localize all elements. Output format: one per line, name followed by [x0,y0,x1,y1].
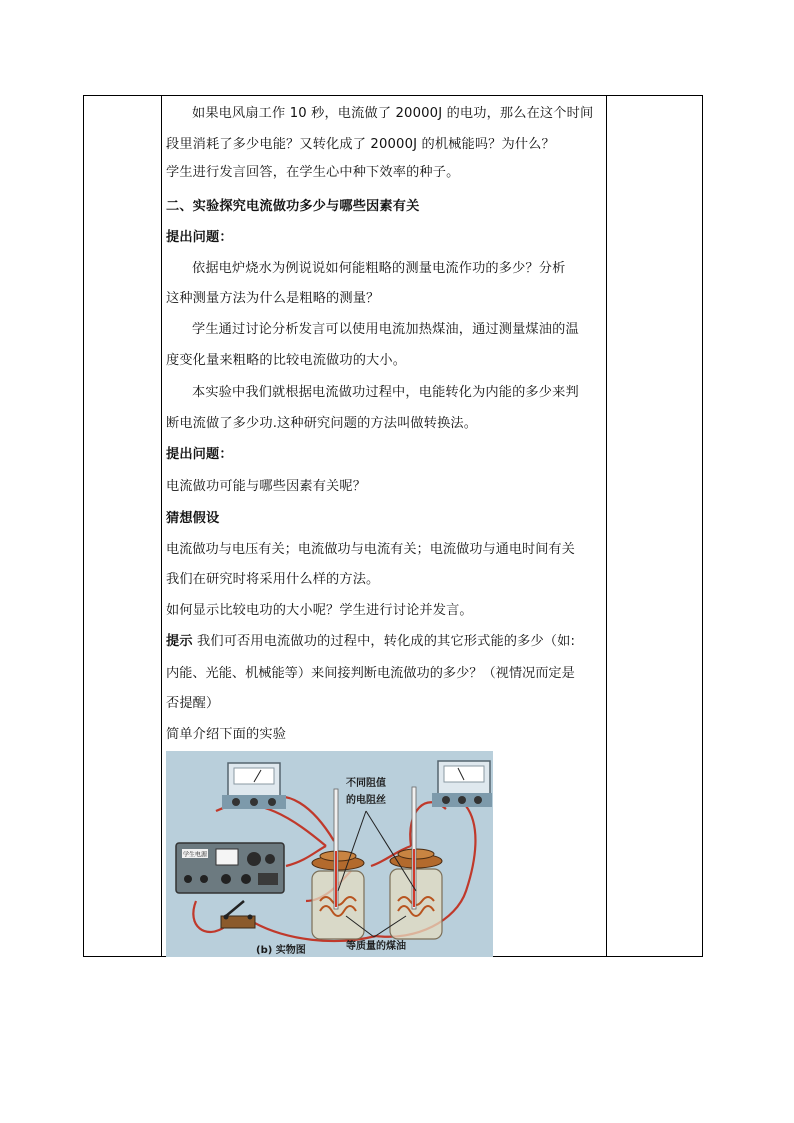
text-line: 度变化量来粗略的比较电流做功的大小。 [166,353,407,368]
ammeter-left-icon [222,763,286,809]
label-kerosene: 等质量的煤油 [346,941,406,952]
column-divider-right [606,96,607,956]
lesson-table [83,95,703,957]
label-resistor-wire-1: 不同阻值 [346,778,386,789]
text-line: 否提醒） [166,696,220,711]
flask-left-icon [312,789,364,939]
flask-right-icon [390,787,442,939]
experiment-figure [166,751,493,957]
switch-icon [221,901,255,928]
text-line: 断电流做了多少功.这种研究问题的方法叫做转换法。 [166,416,478,431]
text-line: 简单介绍下面的实验 [166,727,287,742]
power-supply-icon [176,843,284,893]
subheading-question: 提出问题： [166,447,233,462]
subheading-hypothesis: 猜想假设 [166,511,220,526]
figure-caption: (b) 实物图 [256,945,306,956]
text-line: 依据电炉烧水为例说说如何能粗略的测量电流作功的多少？分析 [192,261,566,276]
hint-line [166,633,575,651]
text-line: 我们在研究时将采用什么样的方法。 [166,572,380,587]
hint-text: 我们可否用电流做功的过程中，转化成的其它形式能的多少（如: [197,634,576,649]
subheading-question: 提出问题： [166,230,233,245]
power-supply-label: 学生电源 [183,851,208,859]
text-line: 如何显示比较电功的大小呢？学生进行讨论并发言。 [166,603,473,618]
lesson-content-cell [161,96,606,956]
text-line: 本实验中我们就根据电流做功过程中，电能转化为内能的多少来判 [192,385,579,400]
text-line: 段里消耗了多少电能？又转化成了 20000J 的机械能吗？为什么？ [166,137,555,152]
experiment-illustration [166,751,493,957]
text-line: 电流做功与电压有关；电流做功与电流有关；电流做功与通电时间有关 [166,542,575,557]
text-line: 电流做功可能与哪些因素有关呢？ [166,479,367,494]
label-resistor-wire-2: 的电阻丝 [346,795,386,806]
hint-label: 提示 [166,634,193,649]
text-line: 内能、光能、机械能等）来间接判断电流做功的多少？（视情况而定是 [166,666,575,681]
section-heading: 二、实验探究电流做功多少与哪些因素有关 [166,199,420,214]
text-line: 如果电风扇工作 10 秒，电流做了 20000J 的电功，那么在这个时间 [192,106,594,121]
text-line: 这种测量方法为什么是粗略的测量？ [166,291,380,306]
text-line: 学生通过讨论分析发言可以使用电流加热煤油，通过测量煤油的温 [192,322,579,337]
text-line: 学生进行发言回答，在学生心中种下效率的种子。 [166,165,460,180]
ammeter-right-icon [432,761,492,807]
